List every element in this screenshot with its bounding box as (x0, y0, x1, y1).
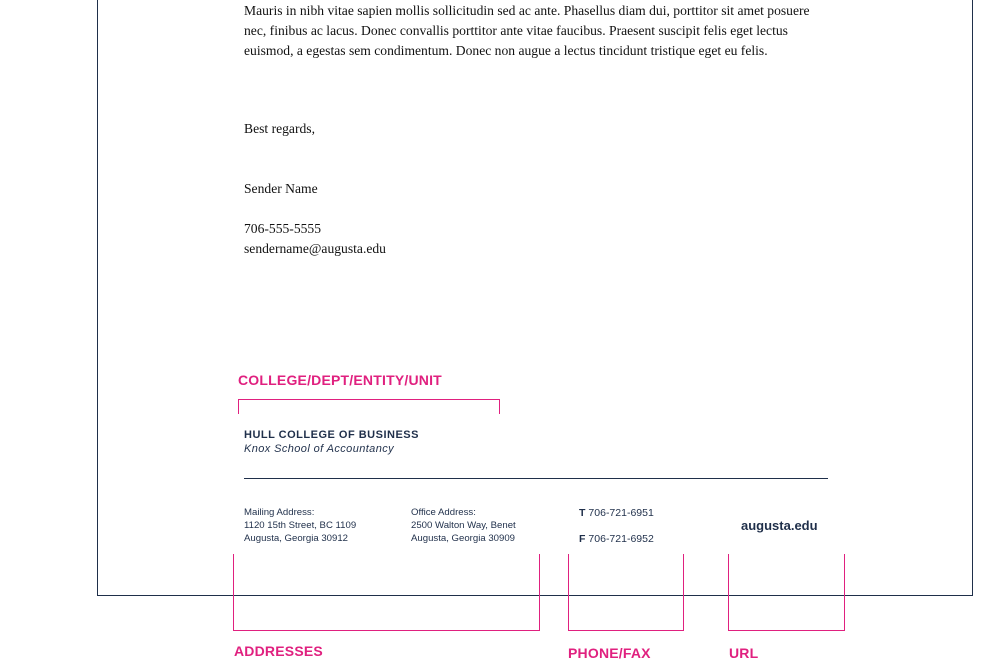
letter-closing: Best regards, (244, 121, 315, 136)
office-address-heading: Office Address: (411, 507, 476, 518)
college-annotation-bracket (238, 399, 500, 414)
letter-page (97, 0, 973, 596)
url-annotation-label: URL (729, 645, 759, 661)
mailing-address-heading: Mailing Address: (244, 507, 315, 518)
addresses-annotation-label: ADDRESSES (234, 643, 323, 659)
sender-email: sendername@augusta.edu (244, 241, 386, 256)
footer-url: augusta.edu (741, 518, 818, 533)
phone-number: 706-721-6951 (588, 507, 654, 519)
fax-prefix: F (579, 533, 586, 545)
phone-fax-annotation-label: PHONE/FAX (568, 645, 651, 661)
sender-phone: 706-555-5555 (244, 221, 322, 236)
office-address (411, 506, 516, 545)
url-annotation-bracket (728, 554, 845, 631)
addresses-annotation-bracket (233, 554, 540, 631)
mailing-address (244, 506, 356, 545)
footer-fax (579, 533, 654, 545)
footer-phone (579, 507, 654, 519)
footer-divider (244, 478, 828, 479)
phone-prefix: T (579, 507, 586, 519)
college-name: HULL COLLEGE OF BUSINESS (244, 429, 419, 441)
mailing-address-line2: Augusta, Georgia 30912 (244, 533, 349, 544)
office-address-line2: Augusta, Georgia 30909 (411, 533, 516, 544)
phone-fax-annotation-bracket (568, 554, 684, 631)
sender-name: Sender Name (244, 181, 318, 196)
college-annotation-label: COLLEGE/DEPT/ENTITY/UNIT (238, 372, 442, 388)
mailing-address-line1: 1120 15th Street, BC 1109 (244, 520, 357, 531)
college-subunit: Knox School of Accountancy (244, 443, 395, 455)
letter-body-paragraph: Mauris in nibh vitae sapien mollis sollicitudin sed ac ante. Phasellus diam dui, porttitor sit amet posuere nec, finibus ac lacus. Donec convallis porttitor ante vitae faucibus. Praesent suscipit felis eget lectus euismod, a egestas sem condimentum. Donec non augue a lectus tincidunt tristique eget eu felis. (244, 3, 810, 58)
fax-number: 706-721-6952 (588, 533, 654, 545)
office-address-line1: 2500 Walton Way, Benet (411, 520, 516, 531)
